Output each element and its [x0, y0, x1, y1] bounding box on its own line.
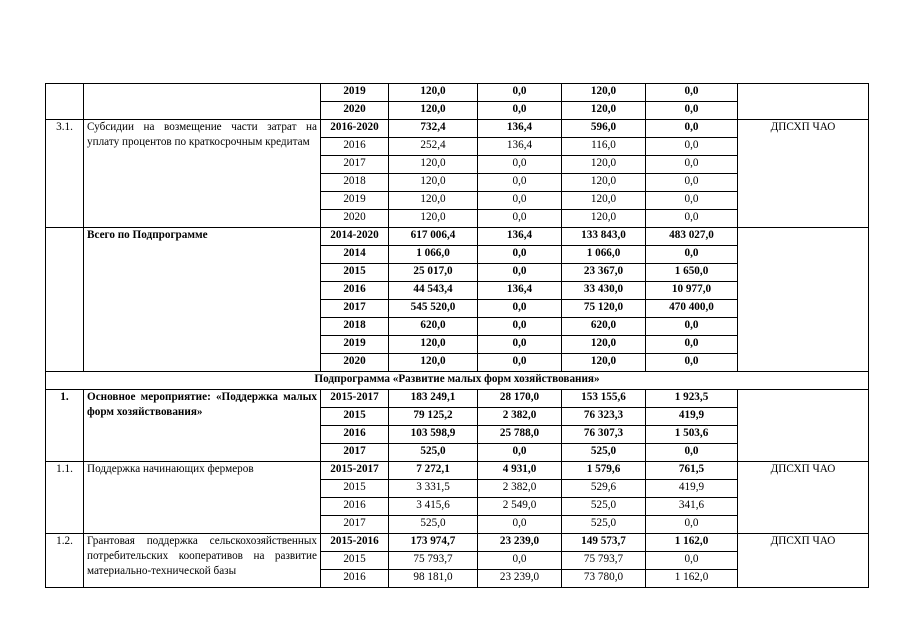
regional-cell: 116,0: [562, 138, 646, 156]
federal-cell: 28 170,0: [478, 390, 562, 408]
year-cell: 2017: [321, 156, 389, 174]
table-row: [46, 462, 869, 480]
federal-cell: 23 239,0: [478, 570, 562, 588]
total-cell: 120,0: [389, 84, 478, 102]
regional-cell: 33 430,0: [562, 282, 646, 300]
other-cell: 0,0: [646, 120, 738, 138]
year-cell: 2016: [321, 426, 389, 444]
total-cell: 103 598,9: [389, 426, 478, 444]
other-cell: 0,0: [646, 102, 738, 120]
other-cell: 1 923,5: [646, 390, 738, 408]
regional-cell: 120,0: [562, 102, 646, 120]
total-cell: 120,0: [389, 354, 478, 372]
other-cell: 419,9: [646, 480, 738, 498]
federal-cell: 0,0: [478, 174, 562, 192]
regional-cell: 153 155,6: [562, 390, 646, 408]
federal-cell: 136,4: [478, 138, 562, 156]
regional-cell: 120,0: [562, 210, 646, 228]
number-cell: [46, 228, 84, 372]
year-cell: 2019: [321, 336, 389, 354]
federal-cell: 0,0: [478, 318, 562, 336]
executor-cell: ДПСХП ЧАО: [738, 120, 869, 228]
year-cell: 2015-2016: [321, 534, 389, 552]
other-cell: 10 977,0: [646, 282, 738, 300]
other-cell: 0,0: [646, 246, 738, 264]
total-label: Всего по Подпрограмме: [84, 228, 321, 372]
other-cell: 0,0: [646, 210, 738, 228]
total-cell: 25 017,0: [389, 264, 478, 282]
total-cell: 120,0: [389, 174, 478, 192]
item-number: 3.1.: [46, 120, 84, 228]
budget-table: [45, 83, 869, 588]
regional-cell: 133 843,0: [562, 228, 646, 246]
other-cell: 419,9: [646, 408, 738, 426]
regional-cell: 76 323,3: [562, 408, 646, 426]
total-cell: 79 125,2: [389, 408, 478, 426]
federal-cell: 2 382,0: [478, 480, 562, 498]
executor-cell: [738, 84, 869, 120]
regional-cell: 120,0: [562, 354, 646, 372]
federal-cell: 0,0: [478, 84, 562, 102]
executor-cell: ДПСХП ЧАО: [738, 462, 869, 534]
total-cell: 173 974,7: [389, 534, 478, 552]
other-cell: 0,0: [646, 192, 738, 210]
year-cell: 2020: [321, 102, 389, 120]
total-cell: 252,4: [389, 138, 478, 156]
federal-cell: 25 788,0: [478, 426, 562, 444]
regional-cell: 120,0: [562, 192, 646, 210]
year-cell: 2014: [321, 246, 389, 264]
regional-cell: 1 579,6: [562, 462, 646, 480]
other-cell: 1 650,0: [646, 264, 738, 282]
total-cell: 120,0: [389, 156, 478, 174]
federal-cell: 0,0: [478, 102, 562, 120]
year-cell: 2018: [321, 174, 389, 192]
federal-cell: 0,0: [478, 246, 562, 264]
total-cell: 525,0: [389, 516, 478, 534]
other-cell: 341,6: [646, 498, 738, 516]
other-cell: 0,0: [646, 138, 738, 156]
item-name: Основное мероприятие: «Поддержка малых форм хозяйствования»: [84, 390, 321, 462]
item-number: 1.2.: [46, 534, 84, 588]
total-cell: 525,0: [389, 444, 478, 462]
federal-cell: 0,0: [478, 156, 562, 174]
year-cell: 2015: [321, 552, 389, 570]
subprogram-title: Подпрограмма «Развитие малых форм хозяйствования»: [46, 372, 869, 390]
item-name: Субсидии на возмещение части затрат на уплату процентов по краткосрочным кредитам: [84, 120, 321, 228]
federal-cell: 2 382,0: [478, 408, 562, 426]
total-cell: 7 272,1: [389, 462, 478, 480]
federal-cell: 136,4: [478, 228, 562, 246]
federal-cell: 0,0: [478, 444, 562, 462]
year-cell: 2017: [321, 444, 389, 462]
federal-cell: 0,0: [478, 192, 562, 210]
federal-cell: 136,4: [478, 120, 562, 138]
total-cell: 98 181,0: [389, 570, 478, 588]
total-cell: 732,4: [389, 120, 478, 138]
year-cell: 2016: [321, 570, 389, 588]
year-cell: 2016: [321, 498, 389, 516]
federal-cell: 4 931,0: [478, 462, 562, 480]
year-cell: 2020: [321, 210, 389, 228]
other-cell: 0,0: [646, 552, 738, 570]
federal-cell: 0,0: [478, 210, 562, 228]
year-cell: 2016-2020: [321, 120, 389, 138]
total-cell: 44 543,4: [389, 282, 478, 300]
regional-cell: 525,0: [562, 516, 646, 534]
other-cell: 0,0: [646, 354, 738, 372]
regional-cell: 120,0: [562, 156, 646, 174]
other-cell: 1 503,6: [646, 426, 738, 444]
total-cell: 1 066,0: [389, 246, 478, 264]
regional-cell: 23 367,0: [562, 264, 646, 282]
table-row: [46, 390, 869, 408]
other-cell: 0,0: [646, 516, 738, 534]
regional-cell: 529,6: [562, 480, 646, 498]
year-cell: 2018: [321, 318, 389, 336]
other-cell: 0,0: [646, 84, 738, 102]
total-cell: 617 006,4: [389, 228, 478, 246]
other-cell: 1 162,0: [646, 534, 738, 552]
total-cell: 620,0: [389, 318, 478, 336]
year-cell: 2015-2017: [321, 462, 389, 480]
table-row: [46, 120, 869, 138]
total-cell: 545 520,0: [389, 300, 478, 318]
table-row: [46, 372, 869, 390]
regional-cell: 120,0: [562, 336, 646, 354]
other-cell: 0,0: [646, 318, 738, 336]
year-cell: 2017: [321, 516, 389, 534]
regional-cell: 620,0: [562, 318, 646, 336]
year-cell: 2015: [321, 264, 389, 282]
regional-cell: 75 793,7: [562, 552, 646, 570]
year-cell: 2015: [321, 408, 389, 426]
total-cell: 120,0: [389, 210, 478, 228]
regional-cell: 75 120,0: [562, 300, 646, 318]
other-cell: 0,0: [646, 156, 738, 174]
other-cell: 0,0: [646, 336, 738, 354]
item-number: 1.: [46, 390, 84, 462]
total-cell: 120,0: [389, 336, 478, 354]
executor-cell: ДПСХП ЧАО: [738, 534, 869, 588]
other-cell: 483 027,0: [646, 228, 738, 246]
federal-cell: 23 239,0: [478, 534, 562, 552]
year-cell: 2014-2020: [321, 228, 389, 246]
table-row: [46, 534, 869, 552]
federal-cell: 0,0: [478, 552, 562, 570]
table-row: [46, 84, 869, 102]
executor-cell: [738, 228, 869, 372]
regional-cell: 525,0: [562, 444, 646, 462]
total-cell: 120,0: [389, 192, 478, 210]
regional-cell: 525,0: [562, 498, 646, 516]
total-cell: 3 331,5: [389, 480, 478, 498]
executor-cell: [738, 390, 869, 462]
other-cell: 0,0: [646, 444, 738, 462]
year-cell: 2015: [321, 480, 389, 498]
regional-cell: 76 307,3: [562, 426, 646, 444]
name-cell: [84, 84, 321, 120]
other-cell: 0,0: [646, 174, 738, 192]
item-name: Грантовая поддержка сельскохозяйственных потребительских кооперативов на развитие материально-технической базы: [84, 534, 321, 588]
federal-cell: 0,0: [478, 264, 562, 282]
item-name: Поддержка начинающих фермеров: [84, 462, 321, 534]
total-cell: 120,0: [389, 102, 478, 120]
regional-cell: 120,0: [562, 174, 646, 192]
regional-cell: 120,0: [562, 84, 646, 102]
item-number: 1.1.: [46, 462, 84, 534]
federal-cell: 0,0: [478, 354, 562, 372]
federal-cell: 0,0: [478, 336, 562, 354]
year-cell: 2016: [321, 138, 389, 156]
year-cell: 2019: [321, 84, 389, 102]
other-cell: 470 400,0: [646, 300, 738, 318]
federal-cell: 0,0: [478, 300, 562, 318]
year-cell: 2017: [321, 300, 389, 318]
federal-cell: 0,0: [478, 516, 562, 534]
regional-cell: 1 066,0: [562, 246, 646, 264]
total-cell: 75 793,7: [389, 552, 478, 570]
federal-cell: 2 549,0: [478, 498, 562, 516]
year-cell: 2016: [321, 282, 389, 300]
total-cell: 3 415,6: [389, 498, 478, 516]
year-cell: 2020: [321, 354, 389, 372]
other-cell: 761,5: [646, 462, 738, 480]
year-cell: 2015-2017: [321, 390, 389, 408]
table-row: [46, 228, 869, 246]
other-cell: 1 162,0: [646, 570, 738, 588]
total-cell: 183 249,1: [389, 390, 478, 408]
year-cell: 2019: [321, 192, 389, 210]
regional-cell: 596,0: [562, 120, 646, 138]
regional-cell: 149 573,7: [562, 534, 646, 552]
federal-cell: 136,4: [478, 282, 562, 300]
number-cell: [46, 84, 84, 120]
regional-cell: 73 780,0: [562, 570, 646, 588]
